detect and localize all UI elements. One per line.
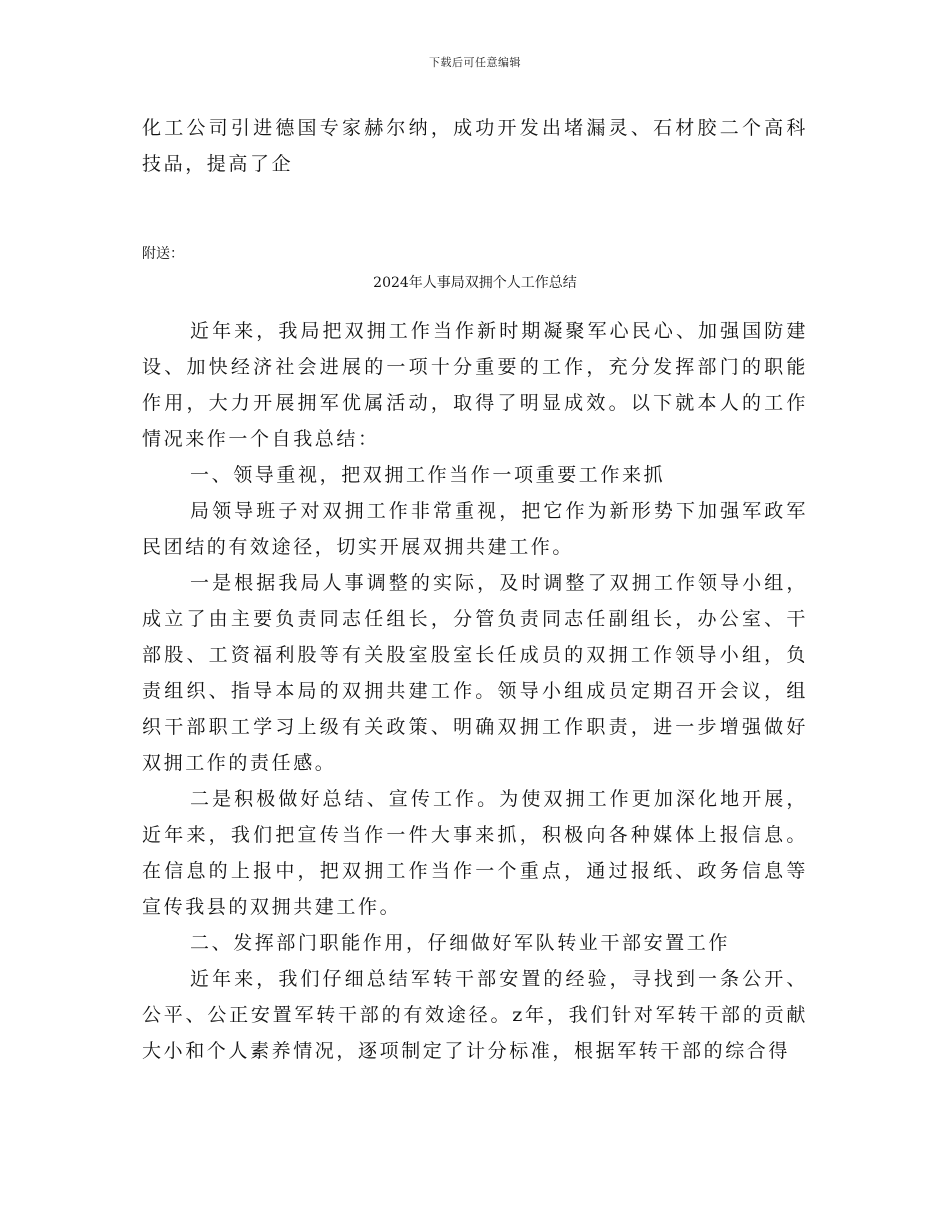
section-heading: 一、领导重视，把双拥工作当作一项重要工作来抓 <box>190 464 666 486</box>
paragraph: 近年来，我局把双拥工作当作新时期凝聚军心民心、加强国防建设、加快经济社会进展的一项十分重要的工作，充分发挥部门的职能作用，大力开展拥军优属活动，取得了明显成效。以下就本人的工作情况来作一个自我总结： <box>142 320 808 450</box>
attachment-label: 附送： <box>142 246 184 262</box>
paragraph: 局领导班子对双拥工作非常重视，把它作为新形势下加强军政军民团结的有效途径，切实开展双拥共建工作。 <box>142 500 808 558</box>
section-heading: 二、发挥部门职能作用，仔细做好军队转业干部安置工作 <box>190 932 731 954</box>
paragraph: 二是积极做好总结、宣传工作。为使双拥工作更加深化地开展，近年来，我们把宣传当作一件大事来抓，积极向各种媒体上报信息。在信息的上报中，把双拥工作当作一个重点，通过报纸、政务信息等宣传我县的双拥共建工作。 <box>142 788 808 918</box>
intro-section <box>142 110 808 182</box>
document-title: 2024年人事局双拥个人工作总结 <box>373 275 577 291</box>
page-header: 下载后可任意编辑 <box>429 56 521 69</box>
paragraph: 近年来，我们仔细总结军转干部安置的经验，寻找到一条公开、公平、公正安置军转干部的有效途径。z年，我们针对军转干部的贡献大小和个人素养情况，逐项制定了计分标准，根据军转干部的综合得 <box>142 968 808 1062</box>
paragraph: 一是根据我局人事调整的实际，及时调整了双拥工作领导小组，成立了由主要负责同志任组长，分管负责同志任副组长，办公室、干部股、工资福利股等有关股室股室长任成员的双拥工作领导小组，负责组织、指导本局的双拥共建工作。领导小组成员定期召开会议，组织干部职工学习上级有关政策、明确双拥工作职责，进一步增强做好双拥工作的责任感。 <box>142 572 808 774</box>
intro-paragraph: 化工公司引进德国专家赫尔纳，成功开发出堵漏灵、石材胶二个高科技品，提高了企 <box>142 117 808 175</box>
document-body <box>142 313 808 1069</box>
